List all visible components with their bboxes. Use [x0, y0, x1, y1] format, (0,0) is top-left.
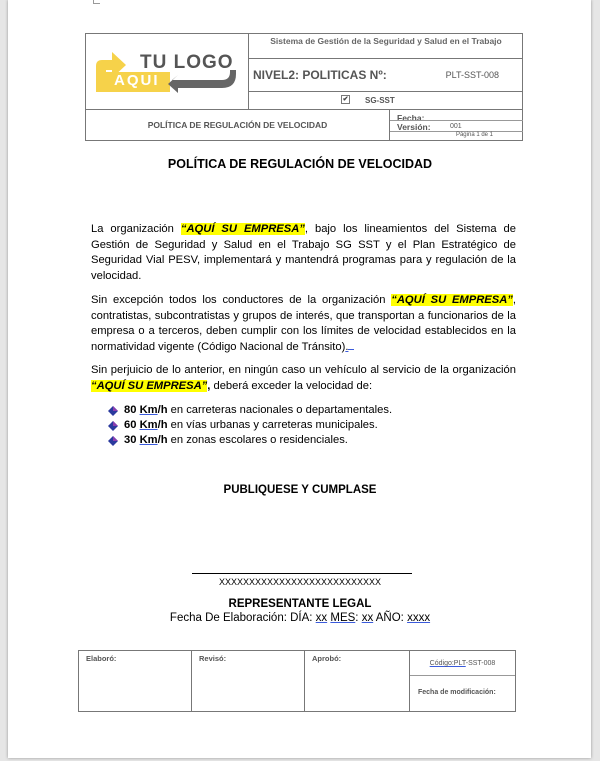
fecha-label: Fecha:: [397, 113, 425, 123]
sgsst-label: SG-SST: [365, 96, 395, 105]
system-name-cell: Sistema de Gestión de la Seguridad y Salud en el Trabajo: [249, 34, 523, 59]
logo-text-tu-logo: TU LOGO: [140, 52, 234, 73]
sgsst-checkbox[interactable]: ✔: [342, 96, 349, 103]
fecha-elab-dia: xx: [315, 612, 328, 624]
p3-text-b: deberá exceder la velocidad de:: [210, 379, 373, 392]
p1-text-a: La organización: [91, 223, 181, 235]
p1-text-b: , bajo los lineamientos del Sistema de Gestión de Seguridad y Salud en el Trabajo SG SST y el Plan Estratégico de Seguridad Vial PESV, implementará y mantendrá programas para y regulación de la velocidad.: [91, 223, 516, 282]
p3-text-a: Sin perjuicio de lo anterior, en ningún caso un vehículo al servicio de la organización: [91, 364, 516, 376]
elaboration-date: [0, 612, 600, 624]
speed-unit-km: Km: [139, 404, 158, 416]
version-value: 001: [450, 123, 462, 130]
fecha-elab-mes: xx: [361, 612, 374, 624]
fecha-modificacion-label: Fecha de modificación:: [418, 689, 496, 696]
fecha-elab-anio-label: AÑO:: [373, 612, 408, 624]
company-logo: [92, 46, 242, 96]
speed-value: 80: [124, 404, 137, 416]
speed-unit-h: /h: [157, 419, 168, 431]
speed-desc: en zonas escolares o residenciales.: [167, 434, 348, 446]
document-title: POLÍTICA DE REGULACIÓN DE VELOCIDAD: [167, 157, 433, 171]
aprobo-label: Aprobó:: [312, 654, 342, 663]
policy-title-cell: POLÍTICA DE REGULACIÓN DE VELOCIDAD: [86, 110, 390, 141]
divider: [410, 675, 515, 676]
company-placeholder: “AQUÍ SU EMPRESA”: [180, 223, 305, 235]
speed-unit-h: /h: [157, 404, 168, 416]
diamond-bullet-icon: [108, 436, 118, 446]
p2-text-a: Sin excepción todos los conductores de la organización: [91, 294, 392, 306]
speed-desc: en carreteras nacionales o departamentales.: [167, 404, 393, 416]
p2-text-b: , contratistas, subcontratistas y grupos de interés, que transportan a funcionarios de la empresa o a terceros, deben cumplir con los límites de velocidad establecidos en la normatividad vigente (Código Nacional de Tránsito): [91, 294, 516, 353]
paragraph-3: [91, 363, 516, 394]
signature-line: [192, 573, 412, 574]
logo-text-aqui: AQUI: [114, 72, 160, 89]
divider: [390, 120, 523, 121]
reviso-cell: [192, 651, 305, 711]
reviso-label: Revisó:: [199, 654, 227, 663]
company-placeholder: “AQUÍ SU EMPRESA”: [391, 294, 513, 306]
margin-corner-mark: [93, 0, 100, 4]
elaboro-cell: [79, 651, 192, 711]
codigo-label: Código:PLT: [429, 660, 466, 667]
fecha-elab-mes-label: MES: [330, 612, 356, 624]
diamond-bullet-icon: [108, 421, 118, 431]
signer-role: REPRESENTANTE LEGAL: [228, 598, 372, 610]
speed-value: 30: [124, 434, 137, 446]
closing-statement: PUBLIQUESE Y CUMPLASE: [223, 484, 377, 496]
fecha-elab-anio: xxxx: [407, 612, 431, 624]
list-item: [108, 418, 392, 433]
nivel-label: NIVEL2: POLITICAS Nº:: [253, 68, 387, 82]
doc-code: PLT-SST-008: [445, 70, 499, 80]
paragraph-2: [91, 293, 516, 355]
fecha-version-cell: [390, 110, 523, 141]
signature-placeholder: XXXXXXXXXXXXXXXXXXXXXXXXXXX: [218, 577, 382, 587]
speed-unit-km: Km: [139, 434, 158, 446]
fecha-elab-label: Fecha De Elaboración: DÍA:: [169, 612, 316, 624]
paragraph-1: [91, 222, 516, 284]
codigo-value: -SST-008: [465, 660, 496, 667]
company-placeholder: “AQUÍ SU EMPRESA”: [91, 379, 208, 392]
spellcheck-underline: [348, 340, 354, 350]
fecha-elab-colon: :: [355, 612, 362, 624]
logo-cell: [86, 34, 249, 110]
nivel-cell: [249, 59, 523, 92]
speed-unit-h: /h: [157, 434, 168, 446]
list-item: [108, 403, 392, 418]
codigo-cell: [410, 651, 515, 711]
p2-end-period: .: [345, 340, 349, 353]
approval-footer-table: [78, 650, 516, 712]
p3-comma: ,: [207, 379, 211, 392]
diamond-bullet-icon: [108, 406, 118, 416]
list-item: [108, 433, 392, 448]
aprobo-cell: [305, 651, 410, 711]
document-header-table: [85, 33, 523, 141]
speed-unit-km: Km: [139, 419, 158, 431]
speed-value: 60: [124, 419, 137, 431]
speed-desc: en vías urbanas y carreteras municipales.: [167, 419, 378, 431]
pagina-label: Página 1 de 1: [455, 132, 493, 138]
elaboro-label: Elaboró:: [86, 654, 117, 663]
footer-doc-code: [410, 660, 515, 667]
sgsst-cell: [249, 92, 523, 110]
speed-limit-list: [108, 403, 392, 448]
version-label: Versión:: [397, 122, 431, 132]
